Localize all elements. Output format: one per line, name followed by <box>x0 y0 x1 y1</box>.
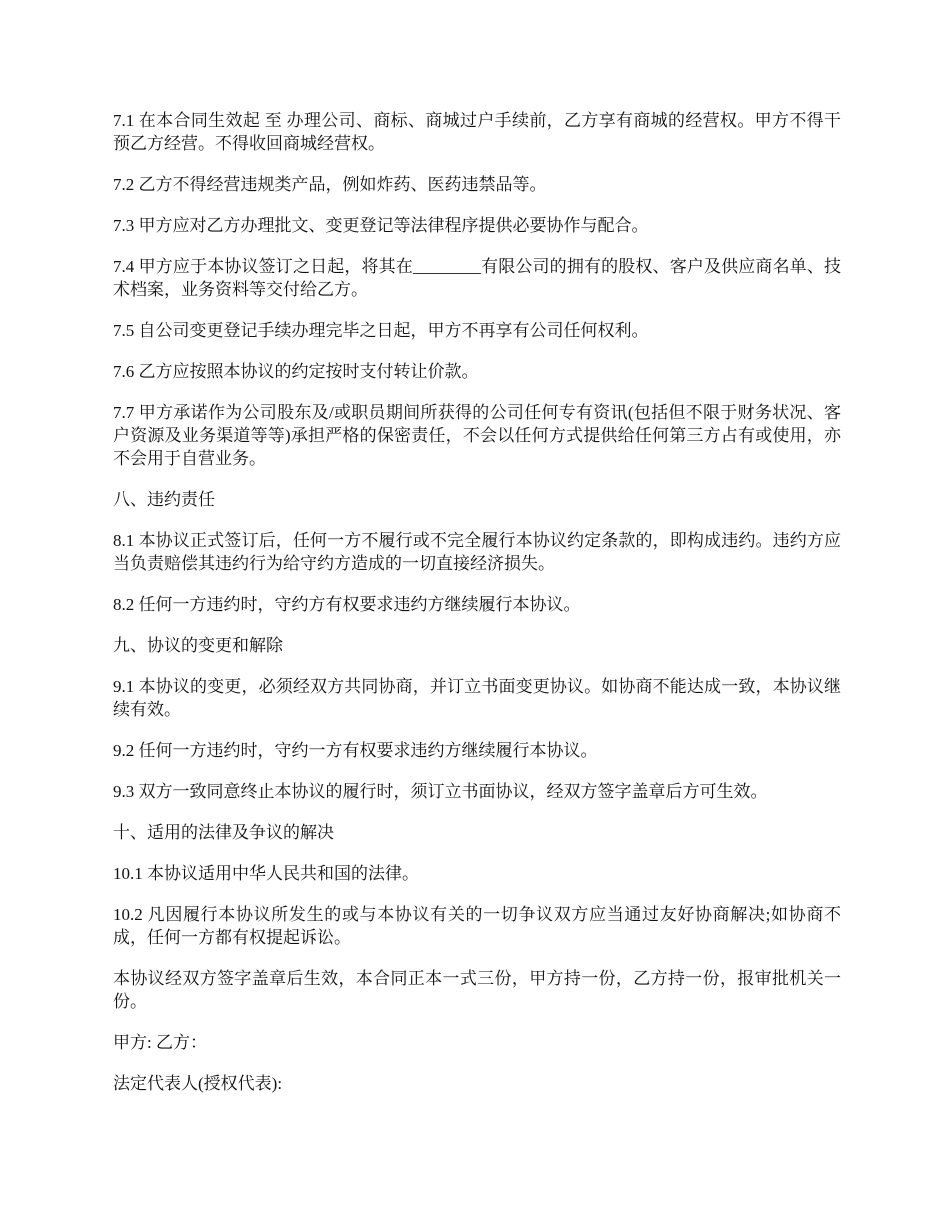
clause-7-7: 7.7 甲方承诺作为公司股东及/或职员期间所获得的公司任何专有资讯(包括但不限于财务状况、客户资源及业务渠道等等)承担严格的保密责任，不会以任何方式提供给任何第三方占有或使用，亦不会用于自营业务。 <box>113 403 841 468</box>
section-heading-law: 十、适用的法律及争议的解决 <box>113 823 334 842</box>
document-page <box>113 109 841 1113</box>
clause-9-3: 9.3 双方一致同意终止本协议的履行时，须订立书面协议，经双方签字盖章后方可生效。 <box>113 782 768 801</box>
signature-representative: 法定代表人(授权代表): <box>113 1074 283 1093</box>
clause-7-2: 7.2 乙方不得经营违规类产品，例如炸药、医药违禁品等。 <box>113 175 547 194</box>
clause-7-5: 7.5 自公司变更登记手续办理完毕之日起，甲方不再享有公司任何权利。 <box>113 321 649 340</box>
clause-10-2: 10.2 凡因履行本协议所发生的或与本协议有关的一切争议双方应当通过友好协商解决;如协商不成，任何一方都有权提起诉讼。 <box>113 905 841 947</box>
clause-7-4: 7.4 甲方应于本协议签订之日起，将其在________有限公司的拥有的股权、客户及供应商名单、技术档案，业务资料等交付给乙方。 <box>113 257 841 299</box>
section-heading-breach: 八、违约责任 <box>113 490 215 509</box>
clause-9-1: 9.1 本协议的变更，必须经双方共同协商，并订立书面变更协议。如协商不能达成一致，本协议继续有效。 <box>113 677 841 719</box>
clause-7-1: 7.1 在本合同生效起 至 办理公司、商标、商城过户手续前，乙方享有商城的经营权。甲方不得干预乙方经营。不得收回商城经营权。 <box>113 111 841 153</box>
clause-9-2: 9.2 任何一方违约时，守约一方有权要求违约方继续履行本协议。 <box>113 741 598 760</box>
effectiveness-paragraph: 本协议经双方签字盖章后生效，本合同正本一式三份，甲方持一份，乙方持一份，报审批机关一份。 <box>113 969 841 1011</box>
clause-7-3: 7.3 甲方应对乙方办理批文、变更登记等法律程序提供必要协作与配合。 <box>113 216 649 235</box>
clause-8-1: 8.1 本协议正式签订后，任何一方不履行或不完全履行本协议约定条款的，即构成违约。违约方应当负责赔偿其违约行为给守约方造成的一切直接经济损失。 <box>113 531 841 573</box>
signature-parties: 甲方: 乙方： <box>113 1033 207 1052</box>
section-heading-amendment: 九、协议的变更和解除 <box>113 636 283 655</box>
clause-8-2: 8.2 任何一方违约时，守约方有权要求违约方继续履行本协议。 <box>113 595 581 614</box>
clause-10-1: 10.1 本协议适用中华人民共和国的法律。 <box>113 864 419 883</box>
clause-7-6: 7.6 乙方应按照本协议的约定按时支付转让价款。 <box>113 362 479 381</box>
